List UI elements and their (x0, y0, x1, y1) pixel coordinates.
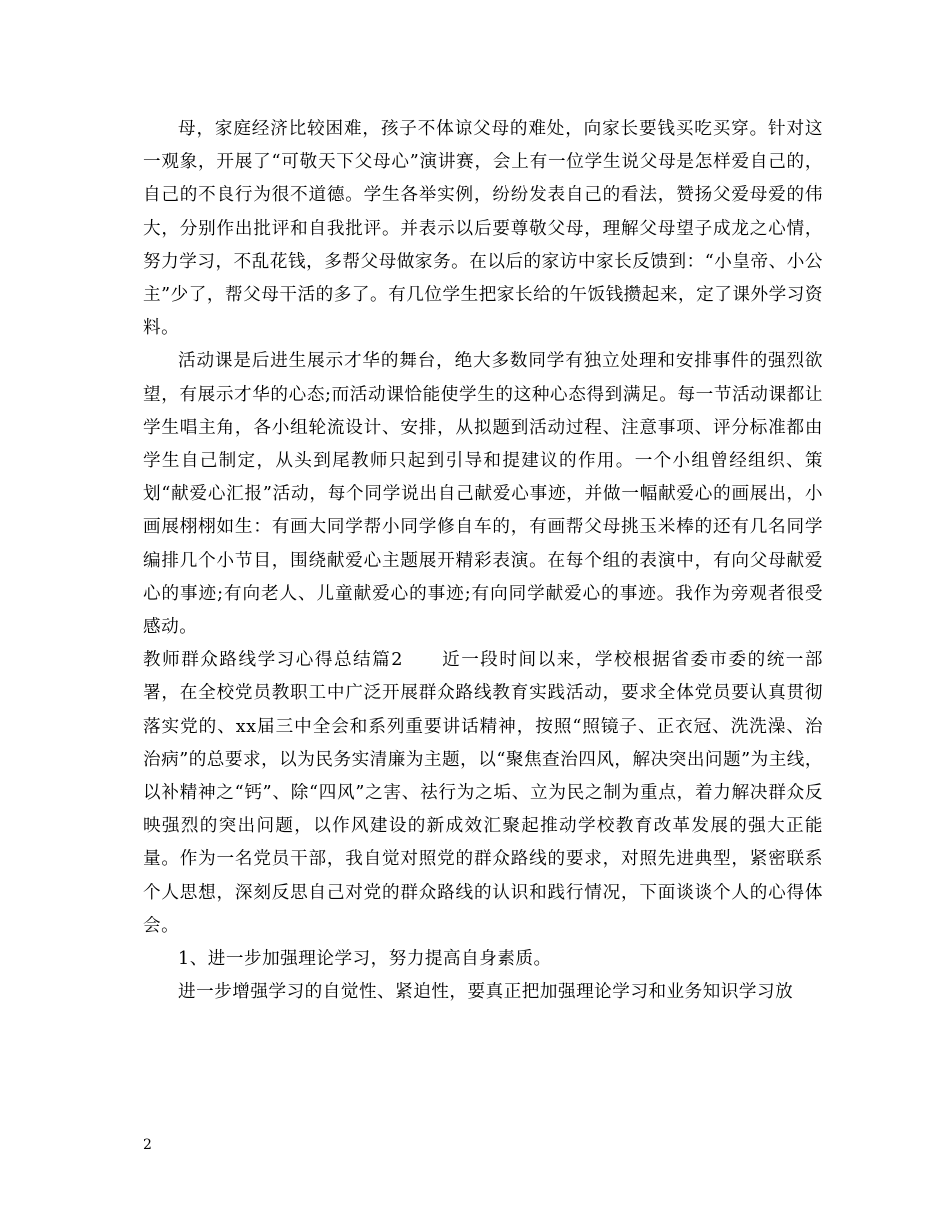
paragraph-1: 母，家庭经济比较困难，孩子不体谅父母的难处，向家长要钱买吃买穿。针对这一观象，开展了“可敬天下父母心”演讲赛，会上有一位学生说父母是怎样爱自己的，自己的不良行为很不道德。学生各举实例，纷纷发表自己的看法，赞扬父爱母爱的伟大，分别作出批评和自我批评。并表示以后要尊敬父母，理解父母望子成龙之心情，努力学习，不乱花钱，多帮父母做家务。在以后的家访中家长反馈到：“小皇帝、小公主”少了，帮父母干活的多了。有几位学生把家长给的午饭钱攒起来，定了课外学习资料。 (143, 119, 823, 339)
page-number: 2 (143, 1137, 152, 1153)
paragraph-5: 进一步增强学习的自觉性、紧迫性，要真正把加强理论学习和业务知识学习放 (178, 982, 794, 1003)
body-text (143, 113, 823, 1009)
paragraph-2: 活动课是后进生展示才华的舞台，绝大多数同学有独立处理和安排事件的强烈欲望，有展示才华的心态;而活动课恰能使学生的这种心态得到满足。每一节活动课都让学生唱主角，各小组轮流设计、安排，从拟题到活动过程、注意事项、评分标准都由学生自己制定，从头到尾教师只起到引导和提建议的作用。一个小组曾经组织、策划“献爱心汇报”活动，每个同学说出自己献爱心事迹，并做一幅献爱心的画展出，小画展栩栩如生：有画大同学帮小同学修自车的，有画帮父母挑玉米棒的还有几名同学编排几个小节目，围绕献爱心主题展开精彩表演。在每个组的表演中，有向父母献爱心的事迹;有向老人、儿童献爱心的事迹;有向同学献爱心的事迹。我作为旁观者很受感动。 (143, 351, 823, 638)
paragraph-4-subheading: 1、进一步加强理论学习，努力提高自身素质。 (178, 949, 552, 970)
paragraph-3-section-heading: 教师群众路线学习心得总结篇2 近一段时间以来，学校根据省委市委的统一部署，在全校党员教职工中广泛开展群众路线教育实践活动，要求全体党员要认真贯彻落实党的、xx届三中全会和系列重要讲话精神，按照“照镜子、正衣冠、洗洗澡、治治病”的总要求，以为民务实清廉为主题，以“聚焦查治四风，解决突出问题”为主线，以补精神之“钙”、除“四风”之害、祛行为之垢、立为民之制为重点，着力解决群众反映强烈的突出问题，以作风建设的新成效汇聚起推动学校教育改革发展的强大正能量。作为一名党员干部，我自觉对照党的群众路线的要求，对照先进典型，紧密联系个人思想，深刻反思自己对党的群众路线的认识和践行情况，下面谈谈个人的心得体会。 (143, 650, 823, 936)
